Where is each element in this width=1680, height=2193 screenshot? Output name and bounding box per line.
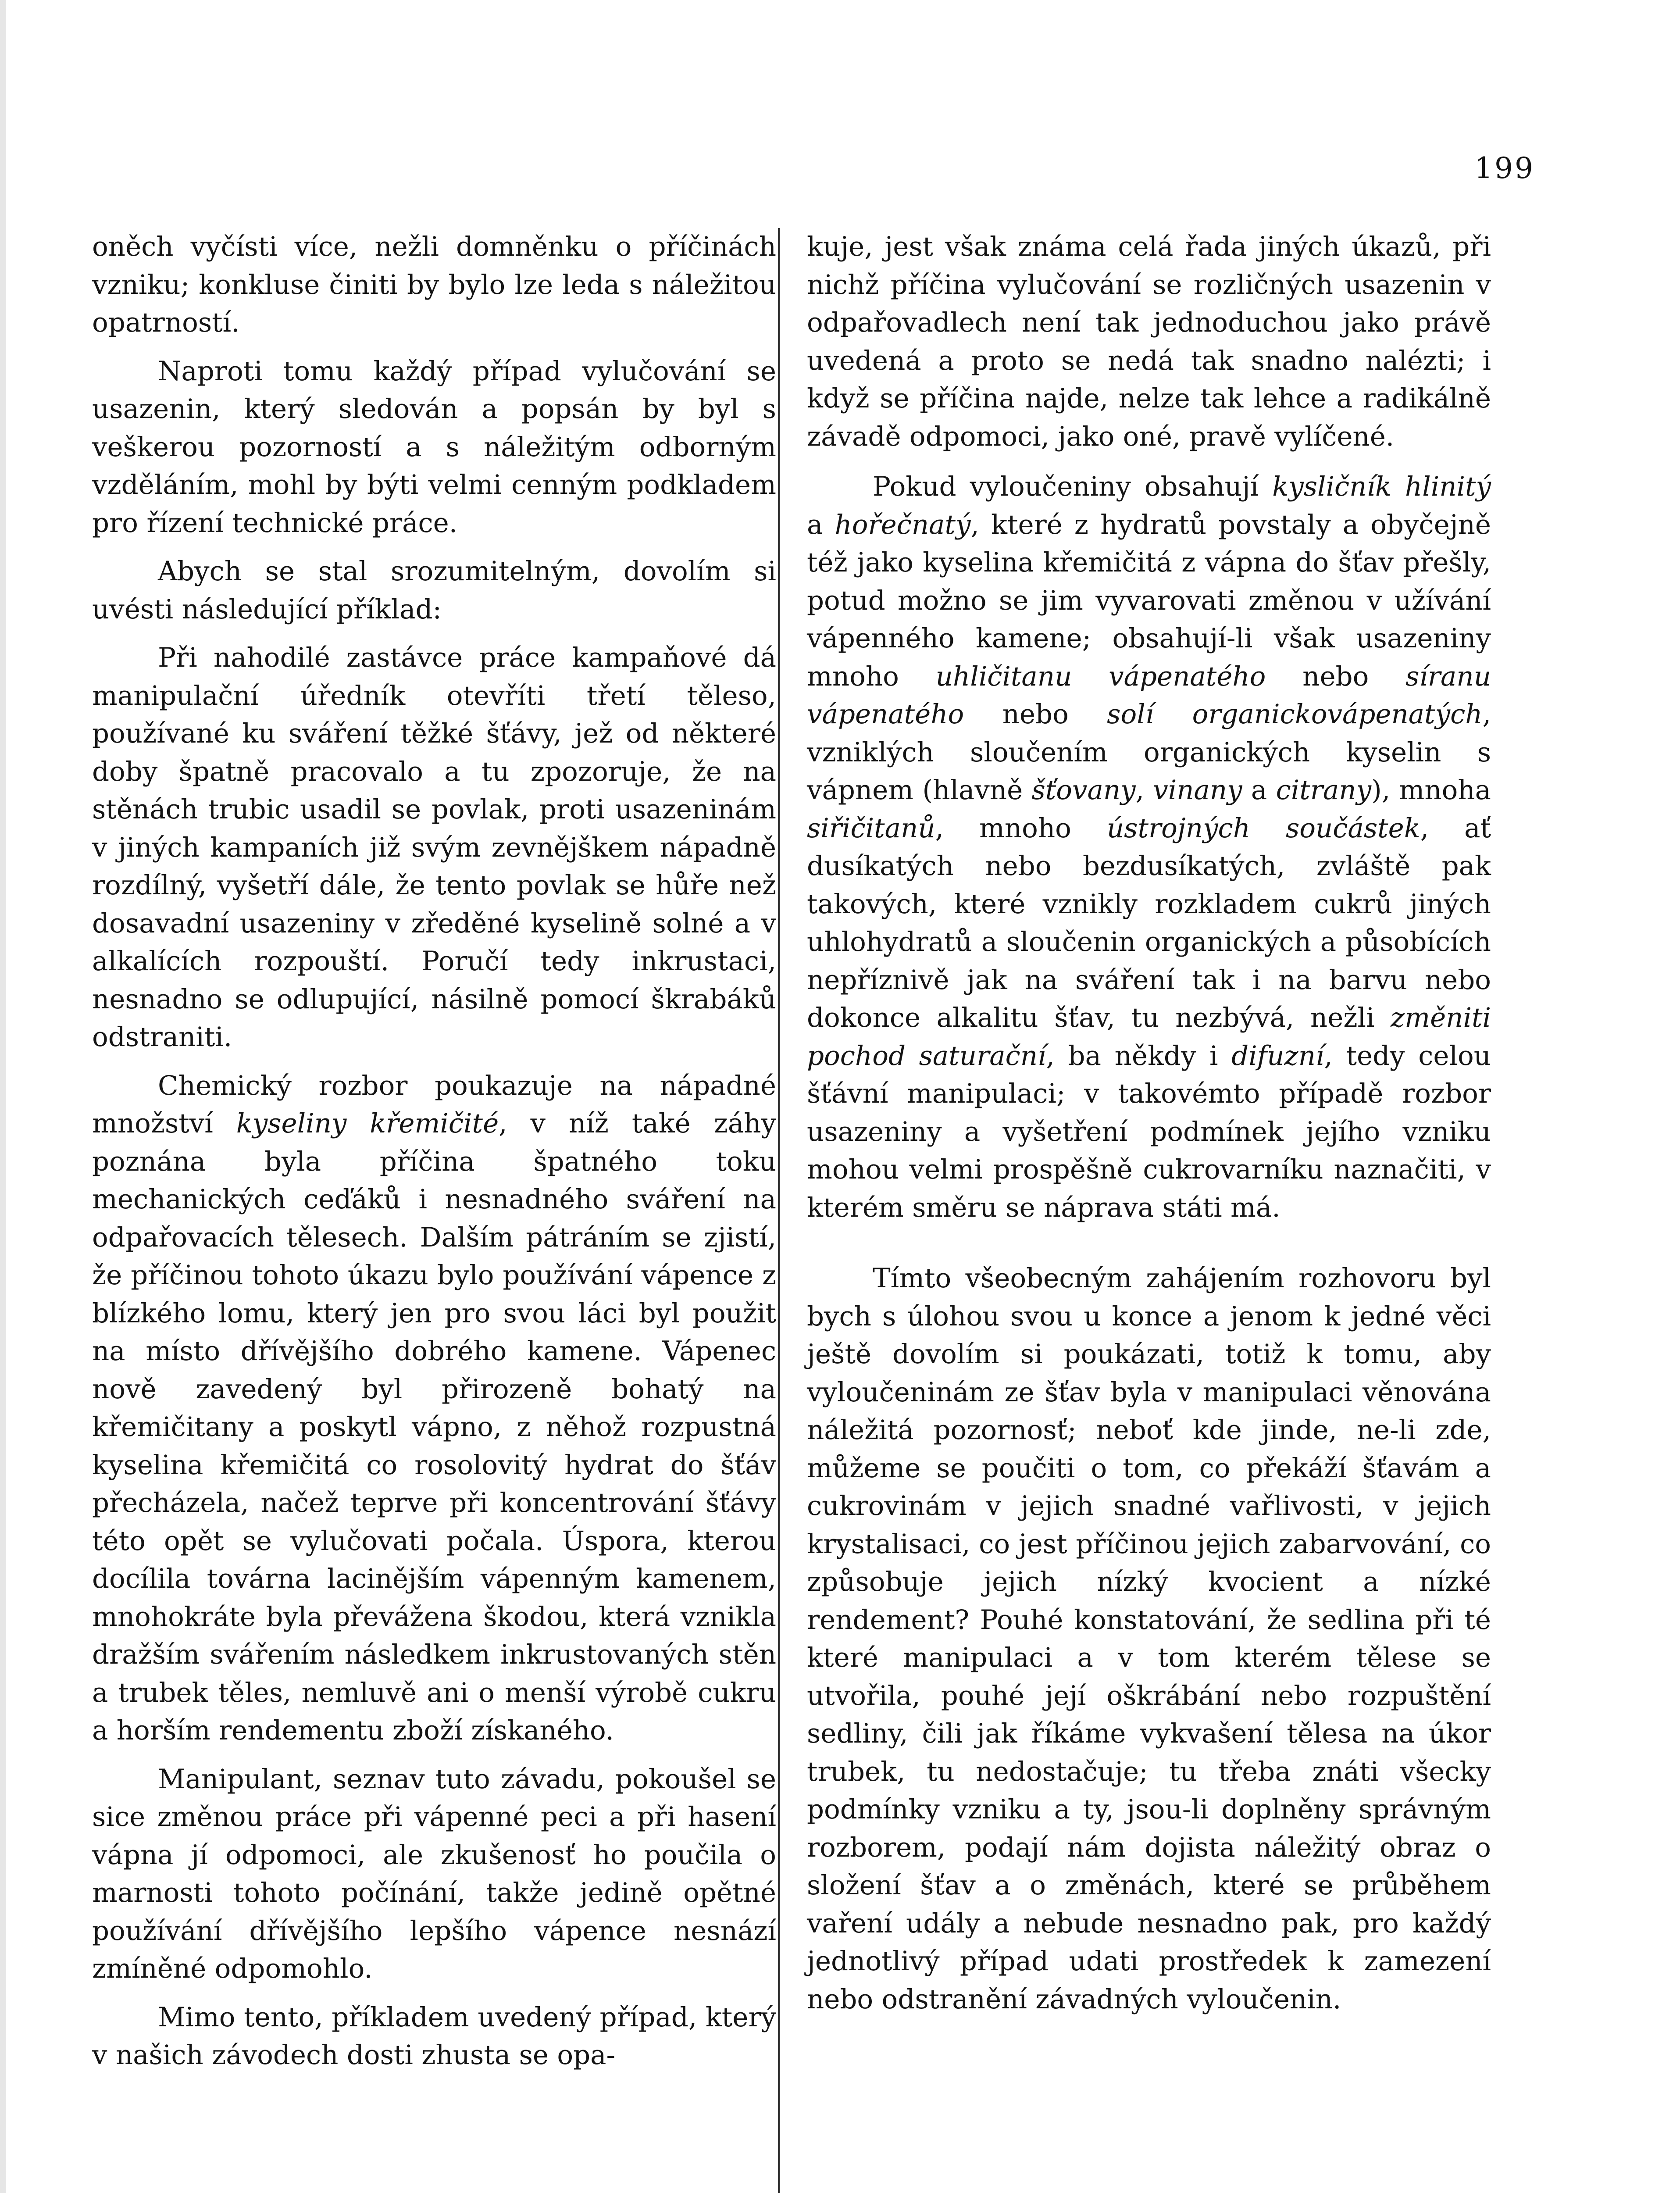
text-run: Chemický rozbor poukazuje na nápadné množství [92, 1070, 776, 1139]
text-run: , tedy celou šťávní manipulaci; v takovémto případě rozbor usazeniny a vyšetření podmínek jejího vzniku mohou velmi prospěšně cukrovarníku naznačiti, v kterém směru se náprava státi má. [807, 1040, 1491, 1223]
column-divider [778, 228, 780, 2193]
text-run: , vzniklých sloučením organických kyselin s vápnem (hlavně [807, 699, 1491, 806]
paragraph: Naproti tomu každý případ vylučování se usazenin, který sledován a popsán by byl s veškerou pozorností a s náležitým odborným vzděláním, mohl by býti velmi cenným podkladem pro řízení technické práce. [92, 355, 776, 539]
text-run: , [1135, 775, 1153, 806]
paragraph: Manipulant, seznav tuto závadu, pokoušel se sice změnou práce při vápenné peci a při hasení vápna jí odpomoci, ale zkušenosť ho poučila o marnosti tohoto počínání, takže jedině opětné používání dřívějšího lepšího vápence nesnází zmíněné odpomohlo. [92, 1763, 776, 1984]
paragraph: Při nahodilé zastávce práce kampaňové dá manipulační úředník otevříti třetí těleso, používané ku sváření těžké šťávy, jež od některé doby špatně pracovalo a tu zpozoruje, že na stěnách trubic usadil se povlak, proti usazeninám v jiných kampaních již svým zevnějškem nápadně rozdílný, vyšetří dále, že tento povlak se hůře než dosavadní usazeniny v zředěné kyselině solné a v alkalících rozpouští. Poručí tedy inkrustaci, nesnadno se odlupující, násilně pomocí škrabáků odstraniti. [92, 642, 776, 1053]
right-column [807, 228, 1491, 2029]
emphasis: difuzní [1231, 1040, 1324, 1071]
emphasis: kyseliny křemičité [236, 1108, 499, 1139]
paragraph: Abych se stal srozumitelným, dovolím si uvésti následující příklad: [92, 556, 776, 625]
text-run: , které z hydratů povstaly a obyčejně též jako kyselina křemičitá z vápna do šťav přešly, potud možno se jim vyvarovati změnou v užívání vápenného kamene; obsahují-li však usazeniny mnoho [807, 509, 1491, 692]
emphasis: uhličitanu vápenatého [935, 661, 1266, 692]
paragraph: kuje, jest však známa celá řada jiných úkazů, při nichž příčina vylučování se rozličných usazenin v odpařovadlech není tak jednoduchou jako právě uvedená a proto se nedá tak snadno nalézti; i když se příčina najde, nelze tak lehce a radikálně závadě odpomoci, jako oné, pravě vylíčené. [807, 231, 1491, 452]
emphasis: vinany [1153, 775, 1242, 806]
emphasis: citrany [1276, 775, 1372, 806]
text-run: Pokud vyloučeniny obsahují [873, 471, 1273, 502]
paragraph: oněch vyčísti více, nežli domněnku o příčinách vzniku; konkluse činiti by bylo lze leda s náležitou opatrností. [92, 231, 776, 338]
text-run: , ať dusíkatých nebo bezdusíkatých, zvláště pak takových, které vznikly rozkladem cukrů jiných uhlohydratů a sloučenin organických a působících nepříznivě jak na sváření tak i na barvu nebo dokonce alkalitu šťav, tu nezbývá, nežli [807, 812, 1491, 1033]
paragraph: Tímto všeobecným zahájením rozhovoru byl bych s úlohou svou u konce a jenom k jedné věci ještě dovolím si poukázati, totiž k tomu, aby vyloučeninám ze šťav byla v manipulaci věnována náležitá pozornosť; neboť kde jinde, ne-li zde, můžeme se poučiti o tom, co překáží šťavám a cukrovinám v jejich snadné vařlivosti, v jejich krystalisaci, co jest příčinou jejich zabarvování, co způsobuje jejich nízký kvocient a nízké rendement? Pouhé konstatování, že sedlina při té které manipulaci a v tom kterém tělese se utvořila, pouhé její oškrábání nebo rozpuštění sedliny, čili jak říkáme vykvašení tělesa na úkor trubek, tu nedostačuje; tu třeba znáti všecky podmínky vzniku a ty, jsou-li doplněny správným rozborem, podají nám dojista náležitý obraz o složení šťav a o změnách, které se průběhem vaření udály a nebude nesnadno pak, pro každý jednotlivý případ udati prostředek k zamezení nebo odstranění závadných vyloučenin. [807, 1263, 1491, 2015]
text-run: , ba někdy i [1046, 1040, 1232, 1071]
text-run: ), mnoha [1371, 775, 1491, 806]
emphasis: siřičitanů [807, 812, 935, 844]
text-run: nebo [1266, 661, 1406, 692]
emphasis: ústrojných součástek [1106, 812, 1420, 844]
text-run: a [1242, 775, 1276, 806]
emphasis: kysličník hlinitý [1272, 471, 1491, 502]
text-run: , mnoho [935, 812, 1107, 844]
emphasis: změniti pochod saturační [807, 1002, 1491, 1071]
text-run: a [807, 509, 835, 540]
emphasis: hořečnatý [835, 509, 971, 540]
scan-edge-shade [0, 0, 6, 2193]
paragraph [807, 468, 1491, 1227]
text-run: nebo [964, 699, 1107, 730]
paragraph [92, 1067, 776, 1750]
emphasis: šťovany [1031, 775, 1136, 806]
emphasis: síranu vápenatého [807, 661, 1491, 730]
emphasis: solí organickovápenatých [1107, 699, 1483, 730]
paragraph: Mimo tento, příkladem uvedený případ, který v našich závodech dosti zhusta se opa- [92, 2001, 776, 2071]
text-run: , v níž také záhy poznána byla příčina špatného toku mechanických ceďáků i nesnadného sváření na odpařovacích tělesech. Dalším pátráním se zjistí, že příčinou tohoto úkazu bylo používání vápence z blízkého lomu, který jen pro svou láci byl použit na místo dřívějšího dobrého kamene. Vápenec nově zavedený byl přirozeně bohatý na křemičitany a poskytl vápno, z něhož rozpustná kyselina křemičitá co rosolovitý hydrat do šťáv přecházela, načež teprve při koncentrování šťávy této opět se vylučovati počala. Úspora, kterou docílila továrna lacinějším vápenným kamenem, mnohokráte byla převážena škodou, která vznikla dražším svářením následkem inkrustovaných stěn a trubek těles, nemluvě ani o menší výrobě cukru a horším rendementu zboží získaného. [92, 1108, 776, 1746]
left-column [92, 228, 776, 2085]
page-number: 199 [1474, 151, 1535, 185]
